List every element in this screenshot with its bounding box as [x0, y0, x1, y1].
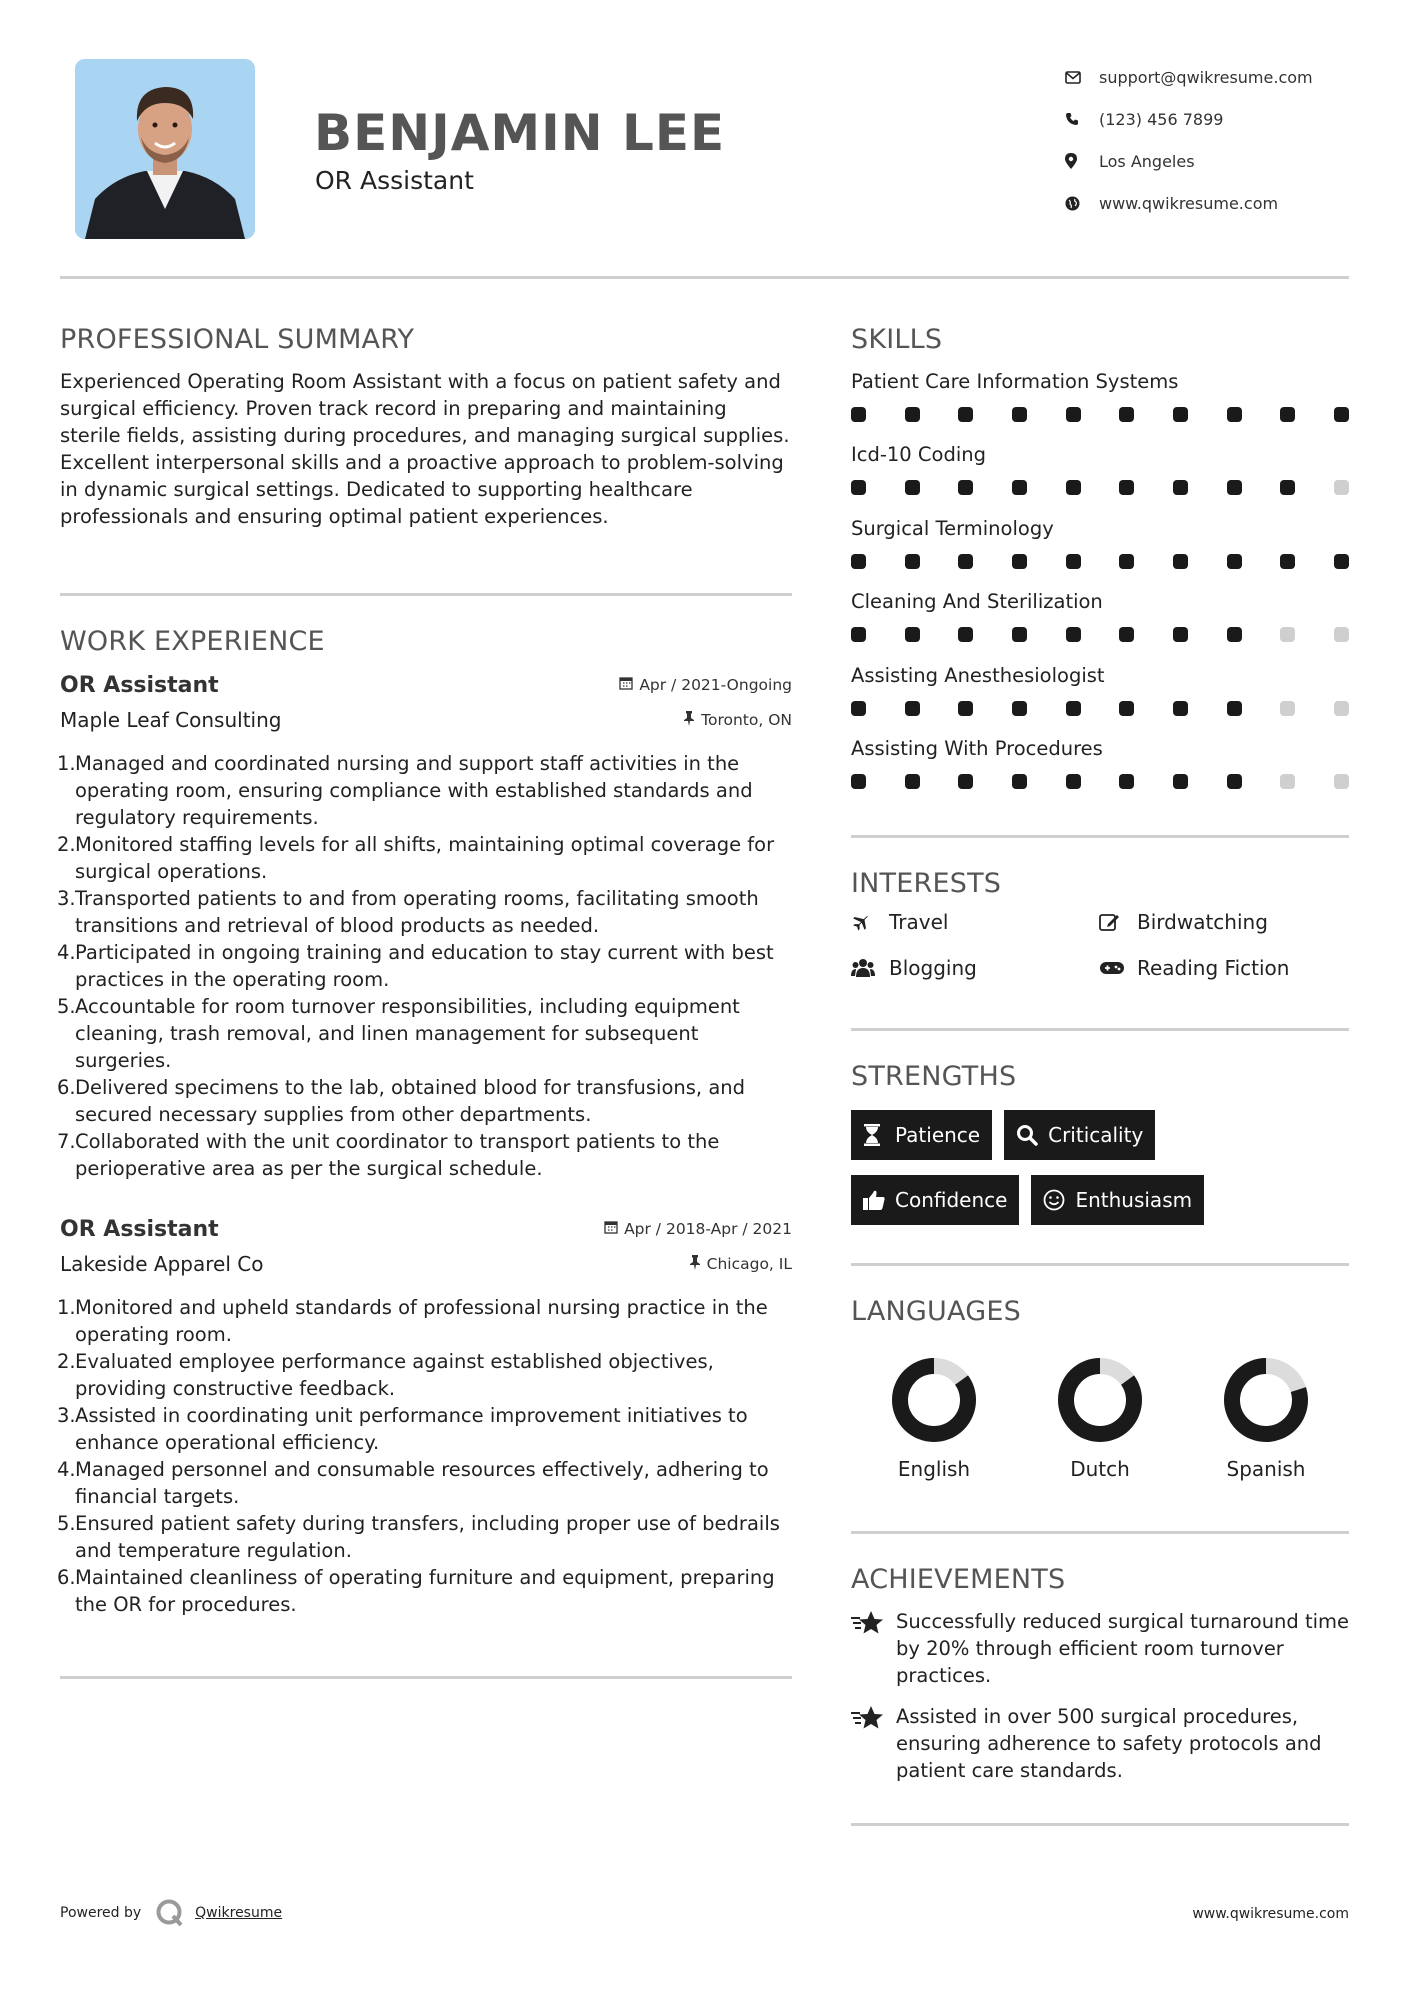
job-entry	[57, 1214, 792, 1618]
skill-dot-filled	[905, 701, 920, 716]
strengths-list	[851, 1110, 1351, 1240]
skill-dot-filled	[1012, 554, 1027, 569]
list-item: 3. Transported patients to and from operating rooms, facilitating smooth transitions and retrieval of blood products as needed.	[57, 887, 759, 937]
skill-name: Assisting With Procedures	[851, 736, 1103, 760]
skill-rating	[851, 701, 1349, 716]
interest-label: Reading Fiction	[1137, 955, 1290, 980]
list-item: 4. Managed personnel and consumable resources effectively, adhering to financial targets.	[57, 1458, 769, 1508]
list-item: 4. Participated in ongoing training and education to stay current with best practices in the operating room.	[57, 941, 774, 991]
star-icon	[851, 1608, 896, 1689]
contact-list	[1063, 56, 1313, 224]
pin-icon	[689, 1255, 701, 1274]
skill-dot-filled	[1066, 701, 1081, 716]
skill-dot-filled	[1119, 407, 1134, 422]
skill-dot-empty	[1280, 774, 1295, 789]
calendar-icon	[619, 676, 633, 694]
skill-dot-filled	[1012, 480, 1027, 495]
skill-dot-filled	[958, 627, 973, 642]
contact-phone-text: (123) 456 7899	[1099, 109, 1224, 129]
job-location-text: Chicago, IL	[706, 1255, 792, 1273]
strength-label: Criticality	[1048, 1123, 1144, 1147]
strength-tag	[1031, 1175, 1204, 1225]
skill-dot-filled	[1280, 407, 1295, 422]
job-location	[683, 711, 792, 730]
strengths-heading: STRENGTHS	[851, 1061, 1017, 1092]
map-pin-icon	[1063, 153, 1099, 169]
job-location-text: Toronto, ON	[701, 711, 792, 729]
skill-dot-filled	[1227, 701, 1242, 716]
job-dates	[619, 676, 792, 694]
job-dates-text: Apr / 2018-Apr / 2021	[624, 1220, 792, 1238]
summary-divider	[60, 593, 792, 596]
skill-dot-filled	[1119, 774, 1134, 789]
skill-name: Icd-10 Coding	[851, 443, 986, 467]
header-divider	[60, 276, 1349, 279]
airplane-icon	[851, 913, 889, 931]
experience-heading: WORK EXPERIENCE	[60, 626, 325, 657]
list-item: 5. Ensured patient safety during transfers, including proper use of bedrails and temperature regulation.	[57, 1512, 780, 1562]
achievement-item	[851, 1608, 1351, 1689]
skill-dot-filled	[1227, 554, 1242, 569]
contact-email-text: support@qwikresume.com	[1099, 67, 1313, 87]
calendar-icon	[604, 1220, 618, 1238]
skill-dot-filled	[1119, 627, 1134, 642]
language-name: Dutch	[1070, 1457, 1130, 1481]
job-title: OR Assistant	[60, 672, 219, 698]
job-title: OR Assistant	[60, 1216, 219, 1242]
summary-heading: PROFESSIONAL SUMMARY	[60, 324, 415, 355]
language-item	[851, 1355, 1017, 1481]
skill-dot-empty	[1334, 701, 1349, 716]
strength-tag	[851, 1110, 992, 1160]
interests-heading: INTERESTS	[851, 868, 1002, 899]
skill-dot-filled	[905, 480, 920, 495]
skill-dot-filled	[905, 554, 920, 569]
skill-dot-filled	[1173, 627, 1188, 642]
candidate-title: OR Assistant	[315, 166, 474, 195]
skill-name: Surgical Terminology	[851, 516, 1054, 540]
skill-dot-filled	[1280, 480, 1295, 495]
skill-dot-filled	[1066, 407, 1081, 422]
achievements-divider	[851, 1823, 1349, 1826]
skill-dot-filled	[958, 774, 973, 789]
skill-dot-filled	[851, 554, 866, 569]
company-name: Lakeside Apparel Co	[60, 1252, 264, 1276]
list-item: 6. Delivered specimens to the lab, obtained blood for transfusions, and secured necessary supplies from other departments.	[57, 1076, 746, 1126]
skill-dot-filled	[1173, 554, 1188, 569]
language-item	[1017, 1355, 1183, 1481]
profile-photo	[75, 59, 255, 239]
contact-website-text: www.qwikresume.com	[1099, 193, 1279, 213]
strength-label: Enthusiasm	[1075, 1188, 1193, 1212]
interest-label: Birdwatching	[1137, 909, 1268, 934]
interests-divider	[851, 1028, 1349, 1031]
powered-by-text: Powered by	[60, 1905, 142, 1921]
list-item: 2. Evaluated employee performance against established objectives, providing constructive feedback.	[57, 1350, 714, 1400]
list-item: 5. Accountable for room turnover responsibilities, including equipment cleaning, trash removal, and linen management for subsequent surgeries.	[57, 995, 740, 1072]
strengths-divider	[851, 1263, 1349, 1266]
job-dates	[604, 1220, 792, 1238]
languages-divider	[851, 1531, 1349, 1534]
job-entry	[57, 670, 792, 1182]
smile-icon	[1043, 1189, 1075, 1211]
contact-location	[1063, 140, 1313, 182]
skill-dot-filled	[851, 627, 866, 642]
list-item: 2. Monitored staffing levels for all shifts, maintaining optimal coverage for surgical operations.	[57, 833, 775, 883]
experience-divider	[60, 1676, 792, 1679]
list-item: 3. Assisted in coordinating unit performance improvement initiatives to enhance operational efficiency.	[57, 1404, 748, 1454]
skill-dot-filled	[1173, 701, 1188, 716]
skill-dot-filled	[1119, 480, 1134, 495]
skill-dot-filled	[1334, 554, 1349, 569]
gamepad-icon	[1099, 960, 1137, 976]
skill-dot-filled	[1227, 407, 1242, 422]
list-item: 1. Managed and coordinated nursing and support staff activities in the operating room, ensuring compliance with established standards and regulatory requirements.	[57, 752, 753, 829]
list-item: 7. Collaborated with the unit coordinator to transport patients to the perioperative area as per the surgical schedule.	[57, 1130, 720, 1180]
skill-dot-filled	[1227, 480, 1242, 495]
thumbs-up-icon	[863, 1190, 895, 1210]
skill-name: Assisting Anesthesiologist	[851, 663, 1105, 687]
skills-divider	[851, 835, 1349, 838]
job-bullets	[57, 1294, 792, 1618]
skills-list	[851, 366, 1349, 806]
skill-dot-filled	[1119, 701, 1134, 716]
skill-dot-filled	[905, 774, 920, 789]
edit-icon	[1099, 912, 1137, 932]
hourglass-icon	[863, 1124, 895, 1146]
skill-name: Cleaning And Sterilization	[851, 590, 1103, 614]
envelope-icon	[1063, 71, 1099, 84]
skill-rating	[851, 407, 1349, 422]
skill-dot-filled	[1334, 407, 1349, 422]
skill-dot-empty	[1334, 627, 1349, 642]
language-name: English	[897, 1457, 971, 1481]
qwikresume-logo-icon	[155, 1898, 185, 1928]
skill-dot-filled	[851, 701, 866, 716]
interests-list	[851, 908, 1351, 981]
interest-item	[851, 908, 1099, 935]
skill-dot-empty	[1280, 701, 1295, 716]
contact-phone[interactable]	[1063, 98, 1313, 140]
skill-dot-filled	[1227, 774, 1242, 789]
language-item	[1183, 1355, 1349, 1481]
qwikresume-link[interactable]: Qwikresume	[195, 1905, 283, 1921]
job-location	[689, 1255, 792, 1274]
list-item: 6. Maintained cleanliness of operating furniture and equipment, preparing the OR for procedures.	[57, 1566, 775, 1616]
language-donut	[889, 1355, 979, 1445]
skill-dot-filled	[1066, 554, 1081, 569]
skill-dot-filled	[1173, 480, 1188, 495]
list-item: 1. Monitored and upheld standards of professional nursing practice in the operating room.	[57, 1296, 768, 1346]
skill-dot-filled	[1119, 554, 1134, 569]
contact-location-text: Los Angeles	[1099, 151, 1195, 171]
search-icon	[1016, 1124, 1048, 1146]
interest-label: Travel	[889, 909, 949, 934]
skill-dot-filled	[1280, 554, 1295, 569]
strength-label: Patience	[895, 1123, 981, 1147]
skill-dot-filled	[958, 407, 973, 422]
skill-dot-empty	[1334, 774, 1349, 789]
skill-name: Patient Care Information Systems	[851, 370, 1179, 393]
achievement-text: Successfully reduced surgical turnaround time by 20% through efficient room turnover practices.	[896, 1610, 1350, 1687]
skill-dot-filled	[1066, 480, 1081, 495]
skill-dot-filled	[958, 480, 973, 495]
skill-item	[851, 733, 1349, 806]
achievement-item	[851, 1703, 1351, 1784]
strength-label: Confidence	[895, 1188, 1008, 1212]
skill-dot-empty	[1334, 480, 1349, 495]
contact-website[interactable]	[1063, 182, 1313, 224]
achievements-heading: ACHIEVEMENTS	[851, 1564, 1066, 1595]
candidate-name: BENJAMIN LEE	[314, 104, 726, 162]
skill-item	[851, 660, 1349, 733]
skill-dot-filled	[1173, 774, 1188, 789]
language-donut	[1055, 1355, 1145, 1445]
job-bullets	[57, 750, 792, 1182]
skill-dot-filled	[1227, 627, 1242, 642]
skill-dot-filled	[1012, 627, 1027, 642]
skill-dot-filled	[1012, 407, 1027, 422]
summary-text: Experienced Operating Room Assistant with a focus on patient safety and surgical efficiency. Proven track record in preparing and maintaining sterile fields, assisting during procedures, and managing surgical supplies. Excellent interpersonal skills and a proactive approach to problem-solving in dynamic surgical settings. Dedicated to supporting healthcare professionals and ensuring optimal patient experiences.	[60, 370, 790, 528]
interest-item	[1099, 908, 1347, 935]
skill-item	[851, 439, 1349, 512]
language-donut	[1221, 1355, 1311, 1445]
skill-dot-filled	[1066, 774, 1081, 789]
star-icon	[851, 1703, 896, 1784]
footer-url[interactable]: www.qwikresume.com	[1192, 1906, 1349, 1922]
skill-rating	[851, 554, 1349, 569]
skill-dot-filled	[958, 554, 973, 569]
users-icon	[851, 958, 889, 978]
skill-item	[851, 513, 1349, 586]
achievement-text: Assisted in over 500 surgical procedures, ensuring adherence to safety protocols and patient care standards.	[896, 1705, 1322, 1782]
company-name: Maple Leaf Consulting	[60, 708, 282, 732]
contact-email[interactable]	[1063, 56, 1313, 98]
skill-rating	[851, 627, 1349, 642]
phone-icon	[1063, 112, 1099, 126]
languages-heading: LANGUAGES	[851, 1296, 1021, 1327]
pin-icon	[683, 711, 695, 730]
globe-icon	[1063, 196, 1099, 211]
skill-rating	[851, 774, 1349, 789]
footer-powered	[60, 1898, 282, 1928]
skill-dot-filled	[1012, 774, 1027, 789]
strength-tag	[1004, 1110, 1155, 1160]
language-name: Spanish	[1226, 1457, 1306, 1481]
skills-heading: SKILLS	[851, 324, 943, 355]
interest-label: Blogging	[889, 955, 977, 980]
skill-rating	[851, 480, 1349, 495]
interest-item	[851, 954, 1099, 981]
skill-item	[851, 366, 1349, 439]
skill-dot-filled	[851, 480, 866, 495]
skill-dot-filled	[851, 774, 866, 789]
interest-item	[1099, 954, 1347, 981]
skill-dot-filled	[905, 627, 920, 642]
skill-dot-empty	[1280, 627, 1295, 642]
skill-dot-filled	[1066, 627, 1081, 642]
languages-list	[851, 1355, 1351, 1481]
skill-item	[851, 586, 1349, 659]
skill-dot-filled	[1012, 701, 1027, 716]
skill-dot-filled	[851, 407, 866, 422]
job-dates-text: Apr / 2021-Ongoing	[639, 676, 792, 694]
skill-dot-filled	[1173, 407, 1188, 422]
strength-tag	[851, 1175, 1019, 1225]
skill-dot-filled	[958, 701, 973, 716]
skill-dot-filled	[905, 407, 920, 422]
